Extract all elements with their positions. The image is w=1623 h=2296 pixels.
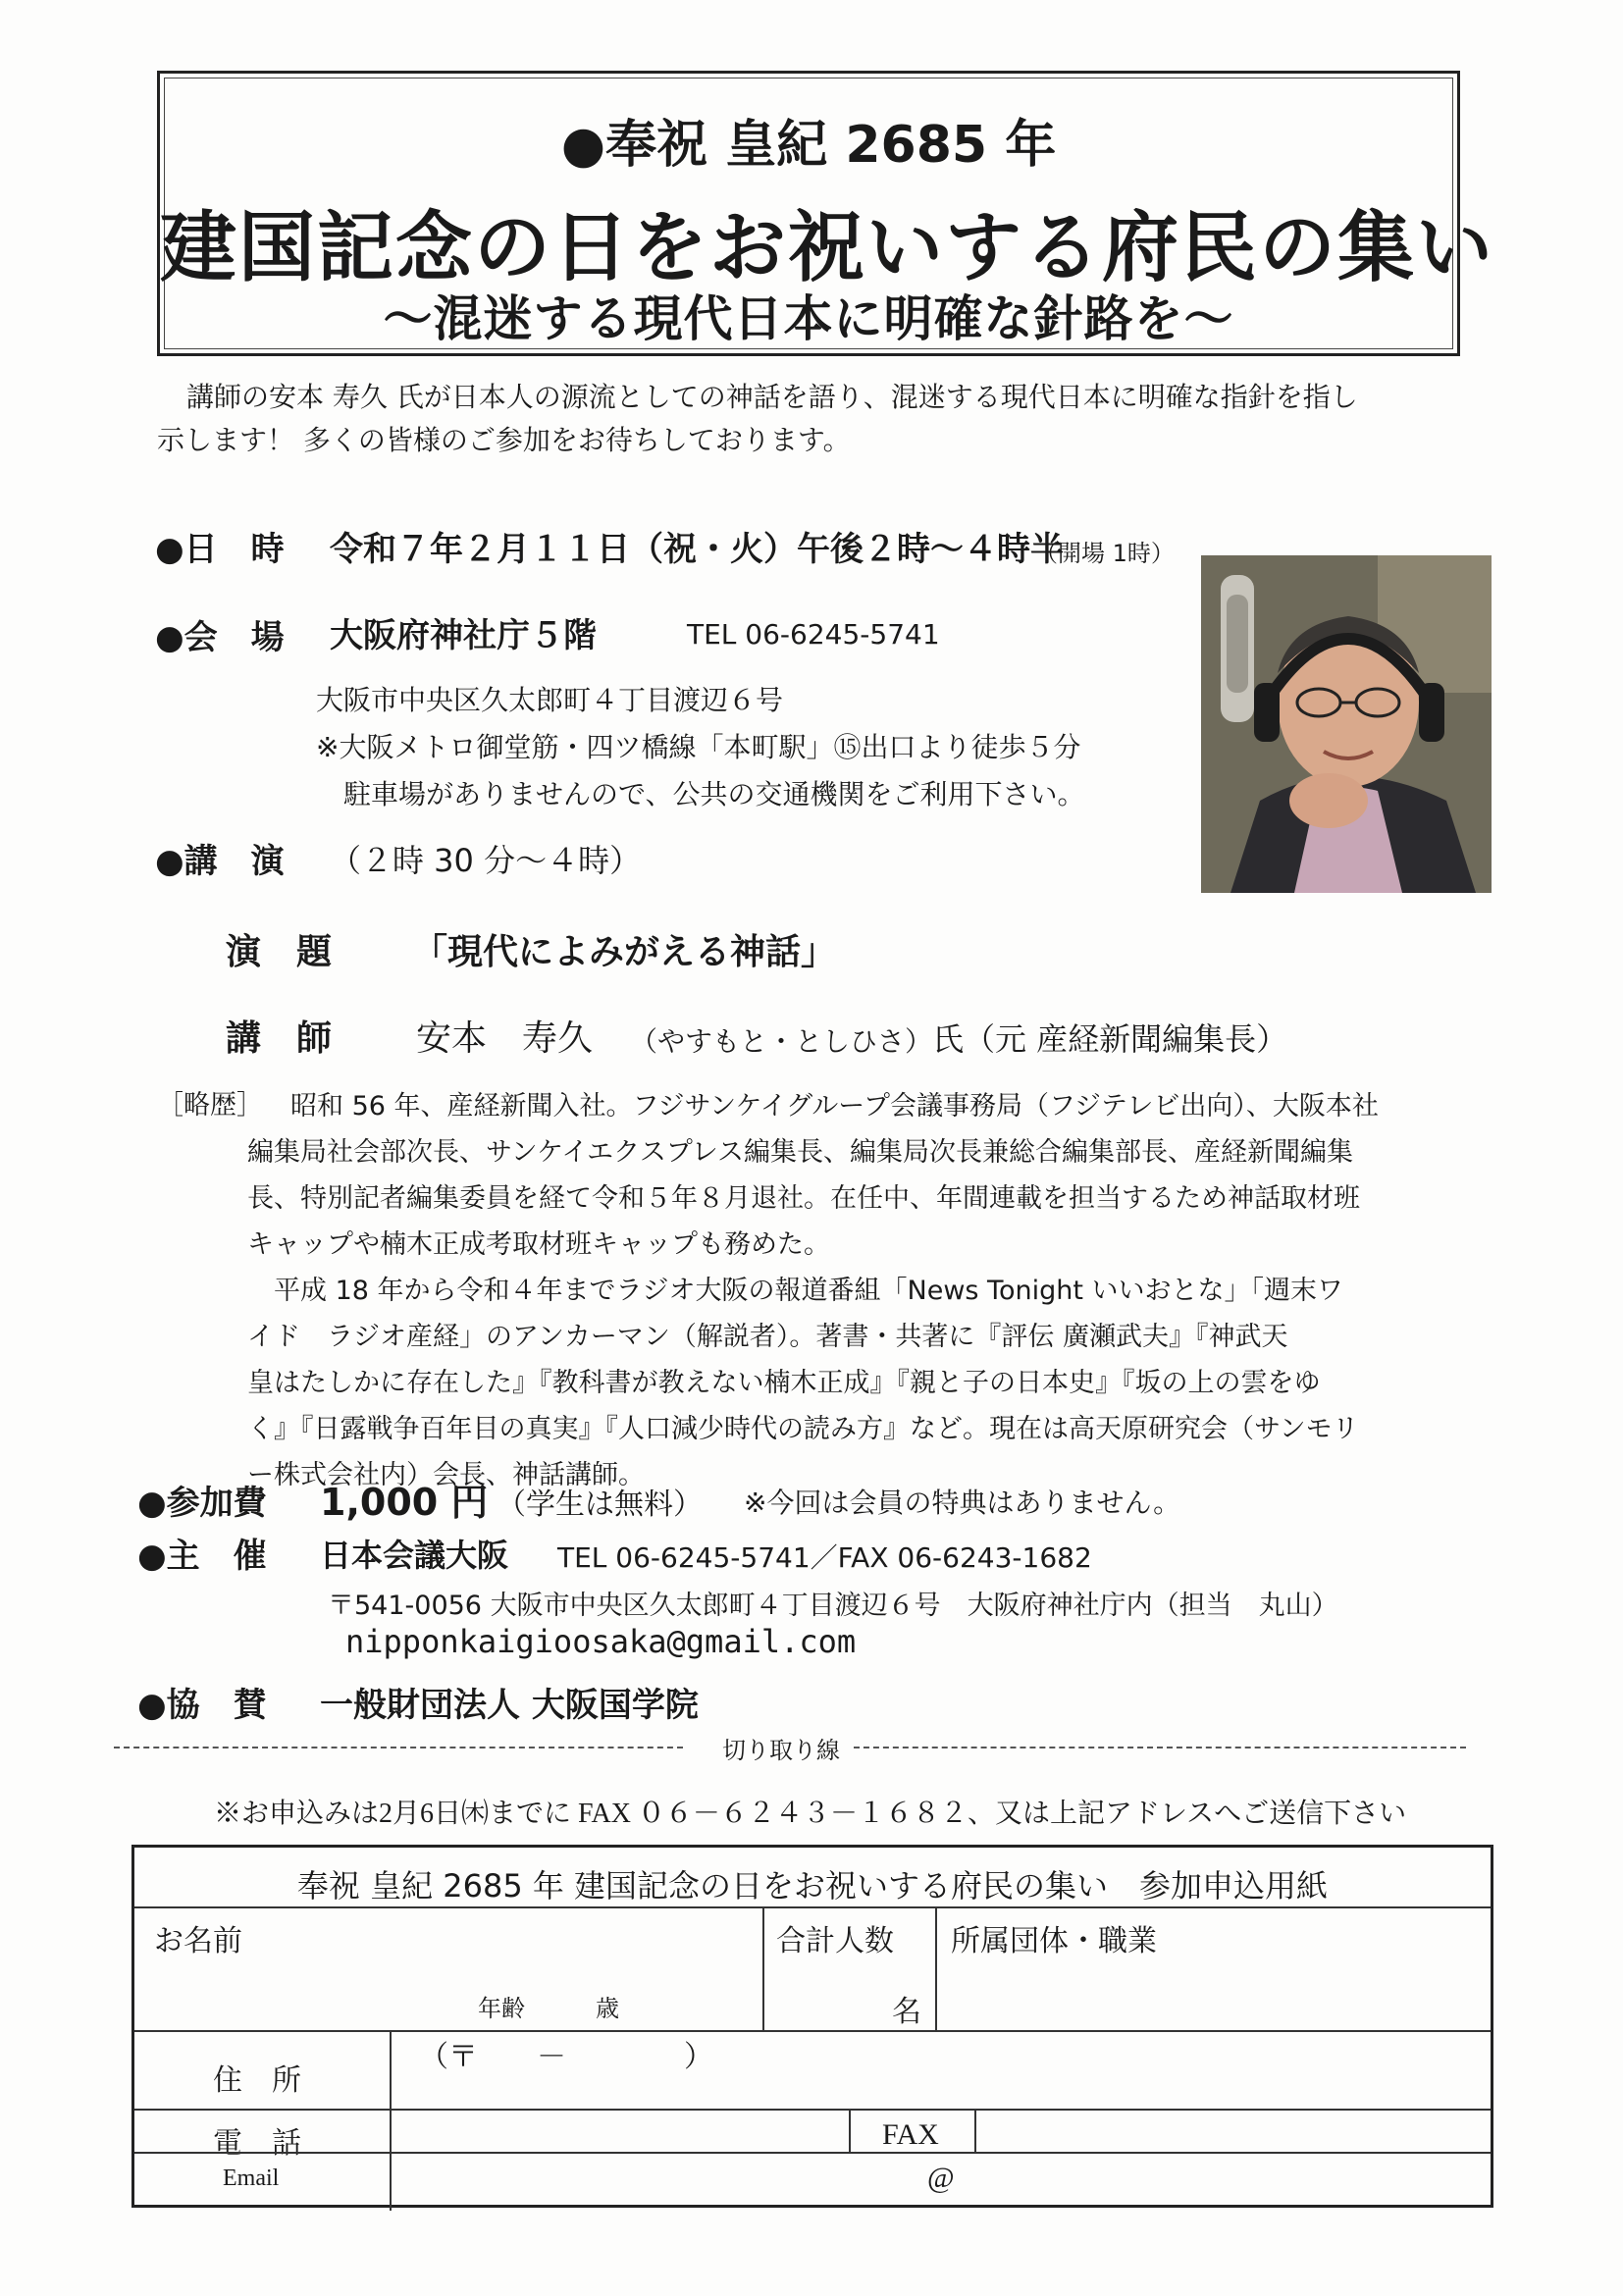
form-rule xyxy=(134,2109,1491,2111)
topic-label: 演 題 xyxy=(226,932,333,972)
sponsor-name: 一般財団法人 大阪国学院 xyxy=(320,1686,699,1725)
zip-template: （〒 － ） xyxy=(419,2040,713,2074)
organizer-address: 〒541-0056 大阪市中央区久太郎町４丁目渡辺６号 大阪府神社庁内（担当 丸山） xyxy=(328,1591,1338,1621)
venue-name: 大阪府神社庁５階 xyxy=(330,616,597,655)
lecture-label: ●講 演 xyxy=(155,842,285,881)
form-rule xyxy=(134,2030,1491,2032)
speaker-reading: （やすもと・としひさ） xyxy=(630,1025,933,1058)
event-subtitle: ～混迷する現代日本に明確な針路を～ xyxy=(383,290,1234,347)
form-rule xyxy=(134,1906,1491,1908)
datetime-open-note: （開場 1時） xyxy=(1034,540,1175,567)
bio-line: く』『日露戦争百年目の真実』『人口減少時代の読み方』など。現在は高天原研究会（サンモリ xyxy=(247,1414,1359,1444)
cut-line-left xyxy=(114,1747,683,1748)
bio-line: キャップや楠木正成考取材班キャップも務めた。 xyxy=(247,1229,830,1260)
name-label: お名前 xyxy=(154,1924,242,1958)
bio-line: 長、特別記者編集委員を経て令和５年８月退社。在任中、年間連載を担当するため神話取材班 xyxy=(247,1183,1360,1214)
bio-line: 昭和 56 年、産経新聞入社。フジサンケイグループ会議事務局（フジテレビ出向）、大阪本社 xyxy=(290,1091,1379,1122)
intro-line-1: 講師の安本 寿久 氏が日本人の源流としての神話を語り、混迷する現代日本に明確な指針を指し xyxy=(186,381,1358,413)
bio-line: 皇はたしかに存在した』『教科書が教えない楠木正成』『親と子の日本史』『坂の上の雲をゆ xyxy=(247,1368,1321,1398)
datetime-value: 令和７年２月１１日（祝・火）午後２時～４時半 xyxy=(330,530,1064,569)
event-title: 建国記念の日をお祝いする府民の集い xyxy=(160,204,1495,292)
at-sign: @ xyxy=(927,2162,955,2194)
speaker-title: 氏（元 産経新聞編集長） xyxy=(932,1020,1288,1058)
address-label: 住 所 xyxy=(213,2063,301,2098)
fee-value: 1,000 円 xyxy=(320,1481,489,1524)
organizer-name: 日本会議大阪 xyxy=(320,1537,509,1574)
bio-line: ー株式会社内）会長、神話講師。 xyxy=(247,1460,645,1490)
form-rule xyxy=(390,2030,392,2211)
bio-label: ［略歴］ xyxy=(157,1090,263,1121)
application-form xyxy=(131,1845,1493,2208)
title-box xyxy=(157,71,1495,356)
bio-line: 平成 18 年から令和４年までラジオ大阪の報道番組「News Tonight いいおとな」「週末ワ xyxy=(247,1276,1344,1306)
persons-unit: 名 xyxy=(892,1995,921,2029)
venue-address: 大阪市中央区久太郎町４丁目渡辺６号 xyxy=(316,684,784,716)
header-kouki-line: ●奉祝 皇紀 2685 年 xyxy=(560,116,1057,175)
form-rule xyxy=(849,2109,851,2152)
fee-label: ●参加費 xyxy=(137,1484,267,1523)
venue-tel: TEL 06-6245-5741 xyxy=(687,618,940,651)
phone-label: 電 話 xyxy=(213,2126,301,2161)
organizer-label: ●主 催 xyxy=(137,1537,267,1576)
venue-access: ※大阪メトロ御堂筋・四ツ橋線「本町駅」⑮出口より徒歩５分 xyxy=(316,731,1081,763)
venue-parking: 駐車場がありませんので、公共の交通機関をご利用下さい。 xyxy=(343,778,1085,810)
affiliation-label: 所属団体・職業 xyxy=(951,1924,1157,1958)
datetime-label: ●日 時 xyxy=(155,530,285,569)
bio-line: 編集局社会部次長、サンケイエクスプレス編集長、編集局次長兼総合編集部長、産経新聞編集 xyxy=(247,1137,1353,1168)
topic-title: 「現代によみがえる神話」 xyxy=(412,932,837,972)
cut-line-label: 切り取り線 xyxy=(722,1737,840,1764)
total-persons-label: 合計人数 xyxy=(776,1924,894,1958)
organizer-contact: TEL 06-6245-5741／FAX 06-6243-1682 xyxy=(557,1541,1092,1574)
venue-label: ●会 場 xyxy=(155,618,285,657)
intro-line-2: 示します！ 多くの皆様のご参加をお待ちしております。 xyxy=(157,424,851,456)
sponsor-label: ●協 賛 xyxy=(137,1686,267,1725)
form-rule xyxy=(935,1906,937,2030)
fee-note: ※今回は会員の特典はありません。 xyxy=(744,1487,1181,1519)
cut-line-right xyxy=(854,1747,1466,1748)
fee-student: （学生は無料） xyxy=(497,1487,703,1522)
form-rule xyxy=(974,2109,976,2152)
form-rule xyxy=(134,2152,1491,2154)
speaker-photo xyxy=(1201,555,1492,893)
age-label: 年齢 歳 xyxy=(478,1995,619,2022)
form-rule xyxy=(762,1906,764,2030)
bio-line: イド ラジオ産経」のアンカーマン（解説者）。著書・共著に『評伝 廣瀬武夫』『神武天 xyxy=(247,1322,1288,1352)
speaker-name: 安本 寿久 xyxy=(416,1018,594,1059)
lecture-time: （２時 30 分～４時） xyxy=(330,842,642,879)
fax-label: FAX xyxy=(882,2118,939,2151)
email-label: Email xyxy=(223,2166,280,2191)
speaker-label: 講 師 xyxy=(226,1018,333,1059)
application-deadline-note: ※お申込みは2月6日㈭までに FAX ０６－６２４３－１６８２、又は上記アドレスへご送信下さい xyxy=(214,1799,1407,1829)
organizer-email: nipponkaigioosaka@gmail.com xyxy=(345,1623,857,1660)
form-title: 奉祝 皇紀 2685 年 建国記念の日をお祝いする府民の集い 参加申込用紙 xyxy=(296,1867,1329,1905)
